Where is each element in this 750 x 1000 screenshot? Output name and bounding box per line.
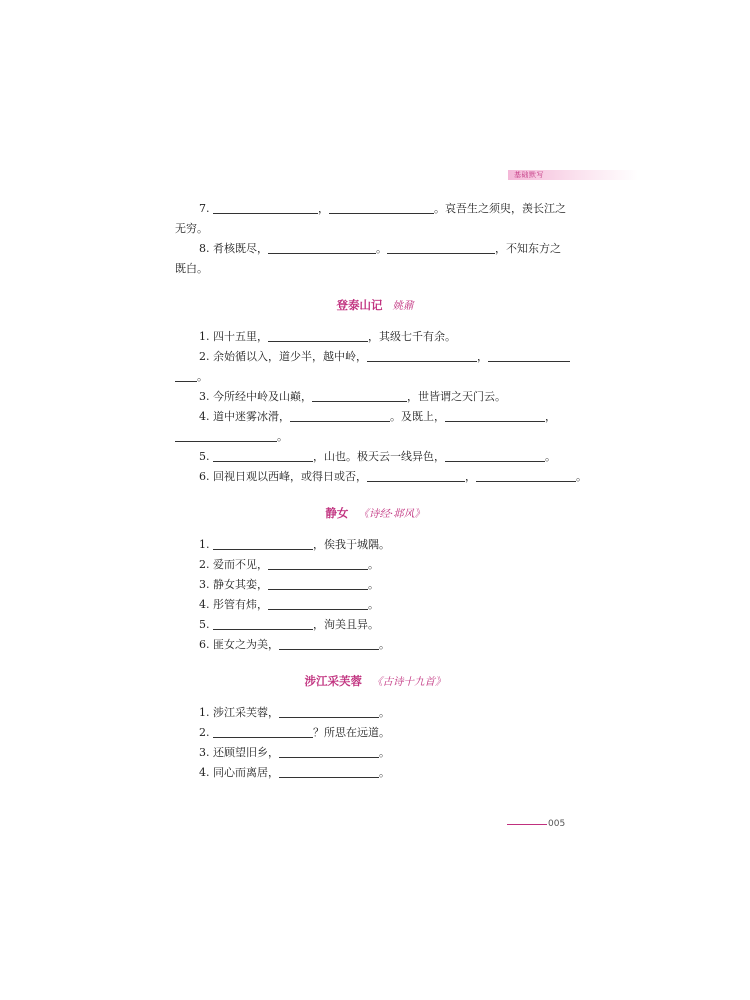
exercise-text: 4. 彤管有炜， bbox=[199, 598, 268, 611]
answer-blank[interactable] bbox=[488, 349, 570, 362]
exercise-text: 3. 今所经中岭及山巅， bbox=[199, 390, 312, 403]
exercise-continuation bbox=[175, 367, 575, 387]
exercise-text: ？所思在远道。 bbox=[313, 726, 390, 739]
exercise-text: 7. bbox=[199, 202, 213, 215]
exercise-item bbox=[175, 723, 575, 743]
exercise-text: 6. 匪女之为美， bbox=[199, 638, 279, 651]
exercise-text: 。 bbox=[379, 766, 390, 779]
exercise-item bbox=[175, 763, 575, 783]
exercise-text: 既白。 bbox=[175, 262, 208, 275]
section-title bbox=[175, 667, 575, 693]
answer-blank[interactable] bbox=[279, 637, 379, 650]
answer-blank[interactable] bbox=[175, 429, 277, 442]
exercise-continuation bbox=[175, 427, 575, 447]
exercise-item bbox=[175, 743, 575, 763]
exercise-text: 。 bbox=[545, 450, 556, 463]
exercise-item bbox=[175, 635, 575, 655]
answer-blank[interactable] bbox=[213, 537, 313, 550]
answer-blank[interactable] bbox=[329, 201, 434, 214]
exercise-item bbox=[175, 447, 575, 467]
answer-blank[interactable] bbox=[367, 349, 477, 362]
exercise-item bbox=[175, 327, 575, 347]
page-number-rule bbox=[507, 824, 547, 825]
exercise-text: 2. bbox=[199, 726, 213, 739]
answer-blank[interactable] bbox=[268, 597, 368, 610]
page-number: 005 bbox=[548, 819, 566, 829]
answer-blank[interactable] bbox=[268, 241, 376, 254]
answer-blank[interactable] bbox=[175, 369, 197, 382]
exercise-text: 。 bbox=[379, 706, 390, 719]
exercise-item bbox=[175, 467, 587, 487]
exercise-text: ， bbox=[477, 350, 488, 363]
exercise-continuation bbox=[175, 259, 575, 279]
exercise-text: ，山也。极天云一线异色， bbox=[313, 450, 445, 463]
exercise-item bbox=[175, 239, 575, 259]
exercise-text: 5. bbox=[199, 618, 213, 631]
exercise-text: 1. 涉江采芙蓉， bbox=[199, 706, 279, 719]
answer-blank[interactable] bbox=[476, 469, 576, 482]
exercise-item bbox=[175, 199, 575, 219]
exercise-text: 2. 余始循以入，道少半，越中岭， bbox=[199, 350, 367, 363]
exercise-text: 5. bbox=[199, 450, 213, 463]
exercise-text: 2. 爱而不见， bbox=[199, 558, 268, 571]
exercise-item bbox=[175, 535, 575, 555]
exercise-text: ， bbox=[318, 202, 329, 215]
exercise-text: ， bbox=[545, 410, 556, 423]
exercise-text: 3. 静女其娈， bbox=[199, 578, 268, 591]
exercise-item bbox=[175, 555, 575, 575]
exercise-text: 4. 同心而离居， bbox=[199, 766, 279, 779]
section-title-name: 登泰山记 bbox=[336, 298, 383, 312]
answer-blank[interactable] bbox=[290, 409, 390, 422]
section-title bbox=[175, 291, 575, 317]
exercise-item bbox=[175, 615, 575, 635]
exercise-item bbox=[175, 595, 575, 615]
exercise-text: 。 bbox=[368, 558, 379, 571]
exercise-text: ，其级七千有余。 bbox=[368, 330, 456, 343]
exercise-text: 。 bbox=[277, 430, 288, 443]
exercise-text: ，世皆谓之天门云。 bbox=[407, 390, 506, 403]
section-title-name: 静女 bbox=[325, 506, 349, 520]
answer-blank[interactable] bbox=[213, 201, 318, 214]
exercise-text: ，不知东方之 bbox=[495, 242, 561, 255]
answer-blank[interactable] bbox=[312, 389, 407, 402]
answer-blank[interactable] bbox=[367, 469, 465, 482]
exercise-text: 1. bbox=[199, 538, 213, 551]
answer-blank[interactable] bbox=[279, 745, 379, 758]
answer-blank[interactable] bbox=[279, 765, 379, 778]
header-label: 基础默写 bbox=[514, 171, 544, 179]
answer-blank[interactable] bbox=[387, 241, 495, 254]
exercise-text: 。 bbox=[368, 598, 379, 611]
answer-blank[interactable] bbox=[268, 557, 368, 570]
section-title bbox=[175, 499, 575, 525]
exercise-item bbox=[175, 387, 575, 407]
exercise-text: 1. 四十五里， bbox=[199, 330, 268, 343]
exercise-item bbox=[175, 703, 575, 723]
section-title-source: 姚鼐 bbox=[392, 300, 414, 312]
exercise-item bbox=[175, 575, 575, 595]
exercise-text: 无穷。 bbox=[175, 222, 208, 235]
exercise-text: 。 bbox=[576, 470, 587, 483]
answer-blank[interactable] bbox=[213, 449, 313, 462]
exercise-text: 8. 肴核既尽， bbox=[199, 242, 268, 255]
section-title-source: 《古诗十九首》 bbox=[372, 676, 446, 688]
exercise-text: ，洵美且异。 bbox=[313, 618, 379, 631]
answer-blank[interactable] bbox=[268, 329, 368, 342]
exercise-continuation bbox=[175, 219, 575, 239]
answer-blank[interactable] bbox=[445, 449, 545, 462]
answer-blank[interactable] bbox=[268, 577, 368, 590]
answer-blank[interactable] bbox=[445, 409, 545, 422]
exercise-text: 。哀吾生之须臾，羡长江之 bbox=[434, 202, 566, 215]
exercise-text: 。 bbox=[379, 746, 390, 759]
exercise-text: 。 bbox=[197, 370, 208, 383]
answer-blank[interactable] bbox=[213, 725, 313, 738]
exercise-text: ，俟我于城隅。 bbox=[313, 538, 390, 551]
exercise-text: 。 bbox=[376, 242, 387, 255]
answer-blank[interactable] bbox=[279, 705, 379, 718]
section-title-source: 《诗经·邶风》 bbox=[358, 508, 425, 520]
worksheet-content bbox=[175, 199, 587, 783]
exercise-text: 。 bbox=[379, 638, 390, 651]
exercise-item bbox=[175, 347, 575, 367]
exercise-text: 3. 还顾望旧乡， bbox=[199, 746, 279, 759]
exercise-item bbox=[175, 407, 575, 427]
section-title-name: 涉江采芙蓉 bbox=[304, 674, 362, 688]
answer-blank[interactable] bbox=[213, 617, 313, 630]
exercise-text: 。 bbox=[368, 578, 379, 591]
exercise-text: 。及既上， bbox=[390, 410, 445, 423]
exercise-text: ， bbox=[465, 470, 476, 483]
exercise-text: 4. 道中迷雾冰滑， bbox=[199, 410, 290, 423]
exercise-text: 6. 回视日观以西峰，或得日或否， bbox=[199, 470, 367, 483]
